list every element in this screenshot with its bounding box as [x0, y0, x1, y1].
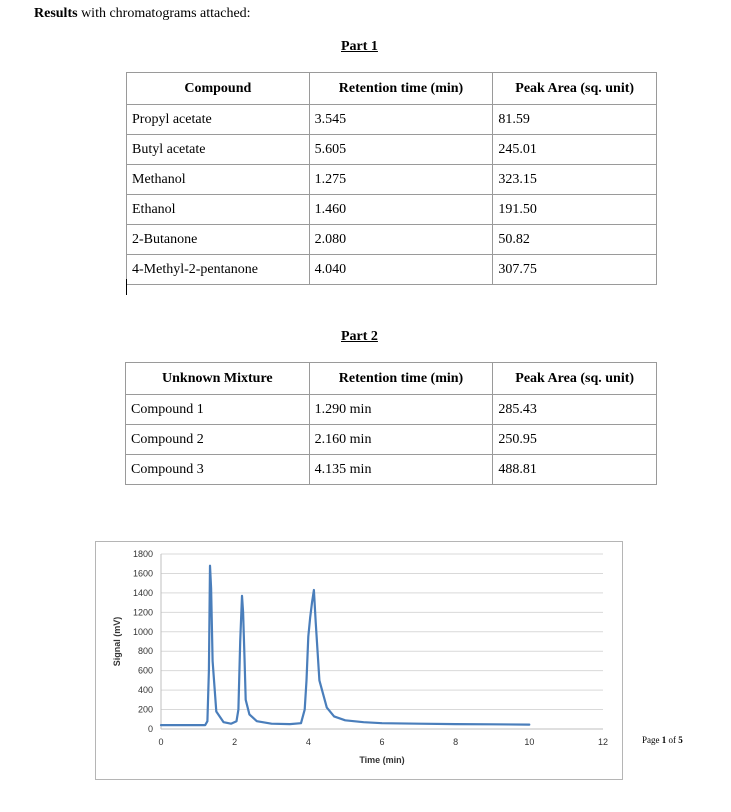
y-tick-label: 400 — [137, 685, 153, 696]
part1-title: Part 1 — [341, 39, 378, 54]
results-heading-bold: Results — [34, 6, 78, 21]
x-tick-label: 10 — [524, 737, 535, 747]
part1-header-row — [127, 73, 657, 105]
part1-table — [126, 72, 657, 285]
x-tick-label: 6 — [379, 737, 385, 747]
part2-table — [125, 362, 657, 485]
area-cell: 285.43 — [493, 395, 657, 425]
results-heading — [34, 6, 251, 22]
compound-cell: Compound 2 — [126, 425, 310, 455]
compound-cell: 4-Methyl-2-pentanone — [127, 255, 310, 285]
page-number-current: 1 — [661, 735, 667, 745]
retention-cell: 2.160 min — [309, 425, 493, 455]
table-row — [127, 195, 657, 225]
area-cell: 488.81 — [493, 455, 657, 485]
chromatogram-svg — [96, 542, 622, 779]
table-row — [127, 105, 657, 135]
area-cell: 250.95 — [493, 425, 657, 455]
table-row — [126, 455, 657, 485]
part2-title: Part 2 — [341, 329, 378, 344]
area-cell: 50.82 — [493, 225, 657, 255]
part1-header-area: Peak Area (sq. unit) — [493, 73, 657, 105]
compound-cell: Butyl acetate — [127, 135, 310, 165]
area-cell: 323.15 — [493, 165, 657, 195]
compound-cell: Ethanol — [127, 195, 310, 225]
y-tick-label: 1800 — [132, 549, 153, 559]
page-number-total: 5 — [678, 735, 683, 745]
part2-header-retention: Retention time (min) — [309, 363, 493, 395]
y-tick-label: 0 — [147, 724, 153, 734]
retention-cell: 2.080 — [309, 225, 493, 255]
retention-cell: 3.545 — [309, 105, 493, 135]
compound-cell: Compound 1 — [126, 395, 310, 425]
y-tick-label: 1600 — [132, 568, 153, 579]
x-tick-label: 4 — [305, 737, 311, 747]
table-row — [127, 225, 657, 255]
retention-cell: 5.605 — [309, 135, 493, 165]
compound-cell: Compound 3 — [126, 455, 310, 485]
area-cell: 81.59 — [493, 105, 657, 135]
x-tick-label: 12 — [597, 737, 609, 747]
retention-cell: 1.275 — [309, 165, 493, 195]
retention-cell: 1.460 — [309, 195, 493, 225]
y-tick-label: 800 — [137, 646, 153, 657]
table-edge-line — [126, 279, 127, 295]
x-tick-label: 8 — [453, 737, 459, 747]
compound-cell: 2-Butanone — [127, 225, 310, 255]
page-number-prefix: Page — [642, 735, 662, 745]
page-number-middle: of — [666, 735, 679, 745]
table-row — [126, 425, 657, 455]
table-row — [127, 135, 657, 165]
compound-cell: Propyl acetate — [127, 105, 310, 135]
table-row — [127, 255, 657, 285]
compound-cell: Methanol — [127, 165, 310, 195]
x-tick-label: 2 — [232, 737, 238, 747]
y-tick-label: 1200 — [132, 607, 153, 618]
part2-header-row — [126, 363, 657, 395]
area-cell: 245.01 — [493, 135, 657, 165]
table-row — [126, 395, 657, 425]
chromatogram-chart — [95, 541, 623, 780]
retention-cell: 1.290 min — [309, 395, 493, 425]
y-tick-label: 1000 — [132, 626, 153, 637]
part1-header-retention: Retention time (min) — [309, 73, 493, 105]
y-tick-label: 600 — [137, 665, 153, 676]
signal-series-line — [161, 566, 529, 725]
x-axis-title: Time (min) — [359, 755, 405, 765]
part2-header-mixture: Unknown Mixture — [126, 363, 310, 395]
part1-header-compound: Compound — [127, 73, 310, 105]
results-heading-rest: with chromatograms attached: — [77, 6, 251, 21]
retention-cell: 4.135 min — [309, 455, 493, 485]
y-tick-label: 200 — [137, 704, 153, 715]
area-cell: 307.75 — [493, 255, 657, 285]
part2-header-area: Peak Area (sq. unit) — [493, 363, 657, 395]
area-cell: 191.50 — [493, 195, 657, 225]
retention-cell: 4.040 — [309, 255, 493, 285]
y-tick-label: 1400 — [132, 587, 153, 598]
y-axis-title: Signal (mV) — [112, 616, 122, 667]
x-tick-label: 0 — [158, 737, 164, 747]
table-row — [127, 165, 657, 195]
page-number — [642, 735, 683, 745]
